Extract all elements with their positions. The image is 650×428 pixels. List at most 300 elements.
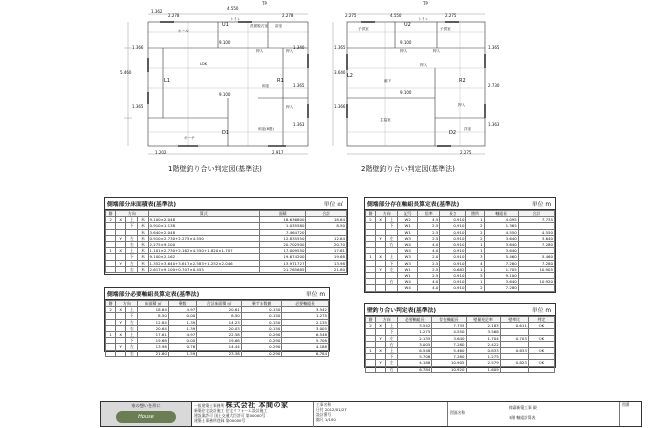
table-cell: 0.150: [241, 325, 282, 331]
floor1-dim-top-b: 4.550: [227, 6, 239, 11]
table-cell: 2.0: [418, 254, 440, 260]
drawing-scale: 1/100: [324, 417, 336, 422]
table-cell: 10.905: [518, 266, 554, 272]
table-cell: 9.100×2.048: [148, 217, 259, 223]
floor2-mark-d2: D2: [449, 130, 457, 136]
table-cell: 5: [466, 273, 484, 279]
table-cell: [376, 366, 386, 372]
table-cell: 米: [138, 217, 148, 223]
table-cell: 3.640: [484, 235, 518, 241]
table-cell: 右: [386, 341, 398, 347]
floor2-room-label: 洋室: [464, 127, 472, 131]
table-cell: 2: [366, 323, 376, 329]
table-cell: 3.640: [518, 235, 554, 241]
floor1-dim-bottom-left: 1.202: [155, 150, 167, 155]
table-cell: X: [376, 348, 386, 354]
floor-area-table-body: [106, 217, 347, 273]
sheet-cell: [621, 402, 641, 426]
table-cell: X: [116, 332, 126, 338]
project-cell: [449, 402, 620, 426]
floor1-plan-drawing: [118, 8, 318, 158]
floor1-room-label: 和室: [262, 84, 270, 88]
table-cell: 0.611: [500, 323, 528, 329]
table-header: 算式: [148, 211, 259, 217]
project-name: 様邸新築工事 殿: [509, 405, 537, 410]
table-row: [106, 266, 347, 272]
floor1-dim-left-c: 1.365: [132, 104, 144, 109]
table-cell: 米: [138, 235, 148, 241]
table-row: [106, 350, 329, 356]
table-cell: 4.97: [168, 307, 196, 313]
table-cell: 下: [386, 260, 398, 266]
table-cell: 1.275: [282, 313, 329, 319]
required-table-title: 側端部分必要軸組長算定表(基準法): [107, 292, 200, 298]
table-cell: 1: [366, 254, 376, 260]
table-cell: W3: [398, 260, 418, 266]
axial-table-unit: 単位 m: [531, 202, 551, 208]
table-cell: 0.150: [241, 313, 282, 319]
floor1-dim-mid-b: 9.100: [219, 92, 231, 97]
table-cell: 左: [126, 344, 138, 350]
table-cell: 0.910: [440, 235, 466, 241]
floor2-dim-bottom: 2.275: [460, 150, 472, 155]
table-cell: 0.00: [168, 313, 196, 319]
table-cell: Y: [116, 344, 126, 350]
floor2-plan: [325, 8, 495, 158]
table-cell: 0.290: [241, 344, 282, 350]
table-cell: 4.550: [518, 229, 554, 235]
field-label: 日付: [316, 407, 324, 412]
fields-cell: [315, 402, 448, 426]
floor2-room-label: 押入: [420, 63, 428, 67]
table-cell: W2: [398, 217, 418, 223]
table-cell: 13.98: [138, 344, 168, 350]
table-cell: 3.640: [484, 248, 518, 254]
table-header: 長さ: [440, 211, 466, 217]
table-cell: W1: [398, 273, 418, 279]
floor1-dim-right-b: 1.365: [293, 83, 305, 88]
table-cell: 左: [126, 319, 138, 325]
table-row: [366, 285, 555, 291]
floor1-room-label: 洗面脱衣室: [250, 24, 268, 28]
table-header: 階: [106, 301, 116, 307]
drawing-date: 2012/01/27: [324, 407, 347, 412]
table-cell: 4.188: [282, 344, 329, 350]
table-cell: 4.0: [418, 248, 440, 254]
table-cell: 2: [106, 217, 116, 223]
table-cell: 0.150: [241, 319, 282, 325]
table-cell: 1.365: [484, 223, 518, 229]
table-cell: Y: [116, 260, 126, 266]
company-prefix: 一級建築士事務所: [194, 403, 225, 408]
table-cell: 左: [386, 360, 398, 366]
table-cell: OK: [528, 348, 554, 354]
table-cell: 6.784: [282, 350, 329, 356]
field-label: 縮尺: [316, 417, 324, 422]
table-cell: 右: [126, 242, 138, 248]
table-cell: 1.705: [484, 266, 518, 272]
table-cell: 3.542: [398, 323, 432, 329]
table-cell: 左: [386, 235, 398, 241]
table-cell: 下: [126, 313, 138, 319]
floor1-caption: 1階壁釣り合い判定図(基準法): [168, 165, 262, 173]
table-header: 方向: [376, 211, 398, 217]
floor2-room-label: 子供室: [440, 27, 451, 31]
floor2-room-label: 主寝室: [380, 118, 391, 122]
floor2-dim-left-b: 3.640: [334, 70, 346, 75]
company-logo: [101, 402, 192, 426]
table-cell: 3.568: [466, 329, 500, 335]
balance-table-box: [364, 303, 556, 372]
table-cell: 7.280: [432, 354, 466, 360]
table-cell: 1: [466, 248, 484, 254]
table-cell: 19.68: [138, 338, 168, 344]
floor1-mark-d1: D1: [222, 130, 230, 136]
table-cell: 上: [126, 248, 138, 254]
table-cell: 4.0: [418, 279, 440, 285]
company-address-line: 新築住宅設計施工 住宅リフォーム設計施工: [194, 408, 268, 413]
table-cell: 4.5: [418, 217, 440, 223]
floor1-mark-u1: U1: [222, 22, 229, 28]
floor2-dim-right-c: 1.363: [488, 122, 500, 127]
floor2-mark-r2: R2: [459, 78, 466, 84]
table-cell: 右: [386, 242, 398, 248]
table-cell: 0.910: [440, 273, 466, 279]
table-cell: 17.61: [138, 332, 168, 338]
table-cell: 2: [466, 229, 484, 235]
table-cell: 23.38: [197, 350, 242, 356]
table-cell: 2.135: [282, 319, 329, 325]
table-cell: 12.84: [306, 235, 347, 241]
table-cell: 0.910: [440, 217, 466, 223]
floor2-dim-mid-b: 9.100: [400, 90, 412, 95]
title-block: [100, 401, 642, 427]
balance-table: [365, 316, 555, 373]
table-cell: 2.135: [398, 335, 432, 341]
table-cell: 3.542: [282, 307, 329, 313]
table-cell: 米: [138, 223, 148, 229]
table-cell: 下: [126, 223, 138, 229]
table-cell: 1: [466, 266, 484, 272]
table-cell: 22.58: [197, 332, 242, 338]
table-cell: 1: [106, 248, 116, 254]
table-cell: 8.50: [306, 223, 347, 229]
table-cell: 0.910: [440, 229, 466, 235]
floor1-room-label: トイレ: [230, 17, 241, 21]
table-cell: 上: [126, 217, 138, 223]
floor-area-table: [105, 210, 347, 273]
floor2-room-label: 廊下: [384, 79, 392, 83]
table-cell: 米: [138, 254, 148, 260]
table-cell: 0.833: [466, 348, 500, 354]
drawing-name: 3階 軸組計算表: [509, 415, 536, 420]
table-cell: 1.39: [168, 325, 196, 331]
table-header: 階: [366, 211, 376, 217]
table-cell: [366, 366, 376, 372]
table-cell: [116, 266, 126, 272]
table-cell: [518, 285, 554, 291]
table-cell: 5.460: [484, 254, 518, 260]
table-cell: [528, 366, 554, 372]
table-cell: 5.708: [282, 338, 329, 344]
table-cell: 4.0: [418, 242, 440, 248]
table-cell: 4: [466, 260, 484, 266]
floor1-room-label: 押入: [286, 105, 294, 109]
table-cell: 19.68: [306, 254, 347, 260]
table-cell: 3.005: [282, 325, 329, 331]
table-cell: 14.23: [197, 319, 242, 325]
table-cell: 6.784: [398, 366, 432, 372]
table-cell: Y: [376, 235, 386, 241]
table-cell: 2.5: [418, 235, 440, 241]
table-cell: 4.550: [484, 229, 518, 235]
floor2-dim-right-b: 2.730: [488, 83, 500, 88]
table-cell: Y: [376, 360, 386, 366]
floor1-room-label: 浴室: [275, 24, 283, 28]
table-cell: 1.59: [168, 350, 196, 356]
floor2-room-label: トイレ: [418, 17, 429, 21]
table-cell: 3.005: [398, 341, 432, 347]
table-header: 判定: [528, 317, 554, 323]
table-cell: 12.835550: [259, 235, 306, 241]
table-cell: W4: [398, 285, 418, 291]
table-cell: 0.682: [440, 266, 466, 272]
table-cell: 0.76: [168, 344, 196, 350]
floor1-dim-right-c: 1.363: [293, 122, 305, 127]
table-cell: 10.920: [432, 366, 466, 372]
table-cell: 下: [386, 329, 398, 335]
floor1-mark-r1: R1: [277, 78, 284, 84]
table-cell: W1: [398, 266, 418, 272]
table-cell: 0.00: [168, 338, 196, 344]
axial-table-title: 側端部分存在軸組長算定表(基準法): [367, 202, 460, 208]
required-table-body: [106, 307, 329, 357]
table-cell: 5.460: [432, 348, 466, 354]
table-header: 必要軸組長: [398, 317, 432, 323]
table-header: 方向: [116, 211, 148, 217]
floor2-dim-mid-a: 9.100: [400, 40, 412, 45]
table-cell: 13.971727: [259, 260, 306, 266]
company-cell: [193, 402, 314, 427]
table-cell: 20.03: [197, 325, 242, 331]
table-cell: 3.640: [432, 335, 466, 341]
floor1-dim-top-mark: TP: [262, 1, 267, 6]
floor1-dim-top-a: 2.278: [168, 13, 180, 18]
floor-area-table-title: 側端部分床面積表(基準法): [107, 202, 177, 208]
axial-table-body: [366, 217, 555, 291]
logo-mark: House: [116, 411, 176, 423]
table-cell: 14.44: [197, 344, 242, 350]
table-cell: W4: [398, 279, 418, 285]
table-cell: 2.275×9.100: [148, 242, 259, 248]
table-cell: 7.280: [518, 242, 554, 248]
floor1-dim-right-a: 1.340: [293, 45, 305, 50]
table-cell: 5.460: [518, 254, 554, 260]
table-cell: 下: [386, 223, 398, 229]
table-cell: 下: [126, 338, 138, 344]
table-header: 壁率比: [500, 317, 528, 323]
table-cell: 7.735: [518, 217, 554, 223]
table-header: 階: [106, 211, 116, 217]
table-cell: 下: [126, 254, 138, 260]
table-cell: Y: [376, 266, 386, 272]
table-cell: Y: [116, 235, 126, 241]
floor2-room-label: 押入: [400, 49, 408, 53]
axial-table-box: [364, 197, 556, 293]
table-cell: 0.290: [241, 350, 282, 356]
table-cell: [106, 350, 116, 356]
table-cell: 左: [386, 266, 398, 272]
table-cell: 1.101×2.730+2.162×4.550+1.820×1.707: [148, 248, 259, 254]
floor1-dim-top-left: 1.362: [151, 9, 163, 14]
table-cell: 8.50: [138, 313, 168, 319]
table-cell: W3: [398, 235, 418, 241]
table-cell: 2.5: [418, 223, 440, 229]
table-cell: 7.280: [484, 260, 518, 266]
floor2-plan-drawing: [325, 8, 495, 158]
table-cell: 上: [126, 307, 138, 313]
table-header: 床面積 ㎡: [138, 301, 168, 307]
table-cell: 3.640×2.048: [148, 229, 259, 235]
floor1-room-label: 押入: [286, 49, 294, 53]
table-header: 必要軸組長: [282, 301, 329, 307]
table-cell: 20.61: [197, 307, 242, 313]
required-table: [105, 300, 329, 357]
table-header: 箇所: [466, 211, 484, 217]
table-cell: X: [116, 307, 126, 313]
table-cell: 上: [386, 348, 398, 354]
table-cell: 18.64: [306, 217, 347, 223]
floor1-room-label: LDK: [200, 62, 208, 66]
table-header: 壁量充足率: [466, 317, 500, 323]
table-cell: OK: [528, 323, 554, 329]
table-header: 乗ずる数値: [241, 301, 282, 307]
company-address-line: 建築士事務所登録 第00000号: [194, 418, 246, 423]
table-cell: Y: [376, 335, 386, 341]
table-cell: 右: [386, 366, 398, 372]
table-cell: 2: [106, 307, 116, 313]
floor2-mark-u2: U2: [404, 22, 411, 28]
table-cell: 17.009550: [259, 248, 306, 254]
table-cell: 1: [466, 279, 484, 285]
floor1-plan: [118, 8, 318, 158]
table-cell: 1.035580: [259, 223, 306, 229]
company-address-line: 建設業許可 国土交通大臣許可 第00000号: [194, 413, 266, 418]
table-cell: 2: [466, 235, 484, 241]
floor2-dim-left-a: 1.365: [334, 45, 346, 50]
required-table-box: [104, 287, 330, 356]
table-cell: 18.64: [138, 307, 168, 313]
table-cell: 10.920: [518, 279, 554, 285]
table-cell: 1: [366, 348, 376, 354]
table-cell: W3: [398, 254, 418, 260]
table-cell: 米: [138, 248, 148, 254]
field-label: 工事名称: [316, 402, 332, 407]
floor2-dim-top-c: 2.275: [445, 13, 457, 18]
table-cell: 19.68: [197, 338, 242, 344]
table-cell: 3.640: [484, 242, 518, 248]
table-cell: 右: [126, 266, 138, 272]
table-cell: 右: [386, 279, 398, 285]
table-cell: 上: [386, 323, 398, 329]
company-name: 株式会社 本間の家: [225, 402, 289, 409]
floor1-dim-left-a: 1.366: [132, 45, 144, 50]
table-cell: Y: [116, 319, 126, 325]
table-cell: 米: [138, 260, 148, 266]
table-cell: 9.100×2.162: [148, 254, 259, 260]
floor1-room-label: 和室(8畳): [258, 127, 274, 131]
table-cell: 7.280: [432, 341, 466, 347]
table-cell: 1: [106, 332, 116, 338]
table-header: 階: [366, 317, 376, 323]
table-header: 方向: [116, 301, 138, 307]
table-cell: 0.150: [241, 307, 282, 313]
table-cell: X: [376, 217, 386, 223]
table-cell: 1.39: [168, 319, 196, 325]
table-cell: 0.633: [500, 348, 528, 354]
floor-area-table-box: [104, 197, 348, 275]
table-cell: [106, 266, 116, 272]
table-cell: 17.61: [306, 248, 347, 254]
floor1-dim-bottom-right: 2.917: [272, 150, 284, 155]
table-cell: 21.765685: [259, 266, 306, 272]
table-cell: 9.100: [484, 273, 518, 279]
table-cell: X: [116, 217, 126, 223]
table-cell: 0.290: [241, 338, 282, 344]
table-cell: 5.708: [398, 354, 432, 360]
table-cell: 上: [386, 254, 398, 260]
floor2-dim-left-c: 1.366: [334, 104, 346, 109]
table-cell: X: [376, 254, 386, 260]
table-cell: 10.905: [432, 360, 466, 366]
floor2-dim-right-a: 1.365: [488, 45, 500, 50]
table-cell: 2.5: [418, 260, 440, 266]
table-cell: 1.352×3.640+3.617×2.583+1.252×2.046: [148, 260, 259, 266]
floor1-dim-top-c: 2.278: [282, 13, 294, 18]
floor1-mark-l1: L1: [164, 78, 170, 84]
table-cell: 右: [126, 325, 138, 331]
table-cell: 0.910×1.138: [148, 223, 259, 229]
floor2-room-label: 押入: [458, 103, 466, 107]
table-cell: 0.823: [500, 360, 528, 366]
table-cell: 20.702500: [259, 242, 306, 248]
table-cell: 0.910: [440, 285, 466, 291]
table-cell: W1: [398, 223, 418, 229]
table-cell: 0.910: [440, 279, 466, 285]
table-cell: 4.0: [418, 285, 440, 291]
table-cell: [500, 366, 528, 372]
table-cell: 1.704: [466, 335, 500, 341]
table-cell: W1: [398, 229, 418, 235]
table-header: 乗数: [168, 301, 196, 307]
table-cell: 4.97: [168, 332, 196, 338]
table-cell: [366, 285, 376, 291]
table-cell: 2.5: [418, 229, 440, 235]
table-cell: 1: [466, 242, 484, 248]
table-cell: 米: [138, 242, 148, 248]
table-cell: 7.280: [518, 260, 554, 266]
table-cell: 21.80: [138, 350, 168, 356]
table-cell: 0.910: [440, 223, 466, 229]
table-cell: 7.735: [432, 323, 466, 329]
table-cell: OK: [528, 335, 554, 341]
table-cell: 6.548: [398, 348, 432, 354]
table-cell: 左: [126, 235, 138, 241]
table-cell: [386, 285, 398, 291]
table-cell: 0.910: [440, 260, 466, 266]
floor2-room-label: 押入: [433, 49, 441, 53]
floor1-dim-mid-a: 9.100: [219, 40, 231, 45]
